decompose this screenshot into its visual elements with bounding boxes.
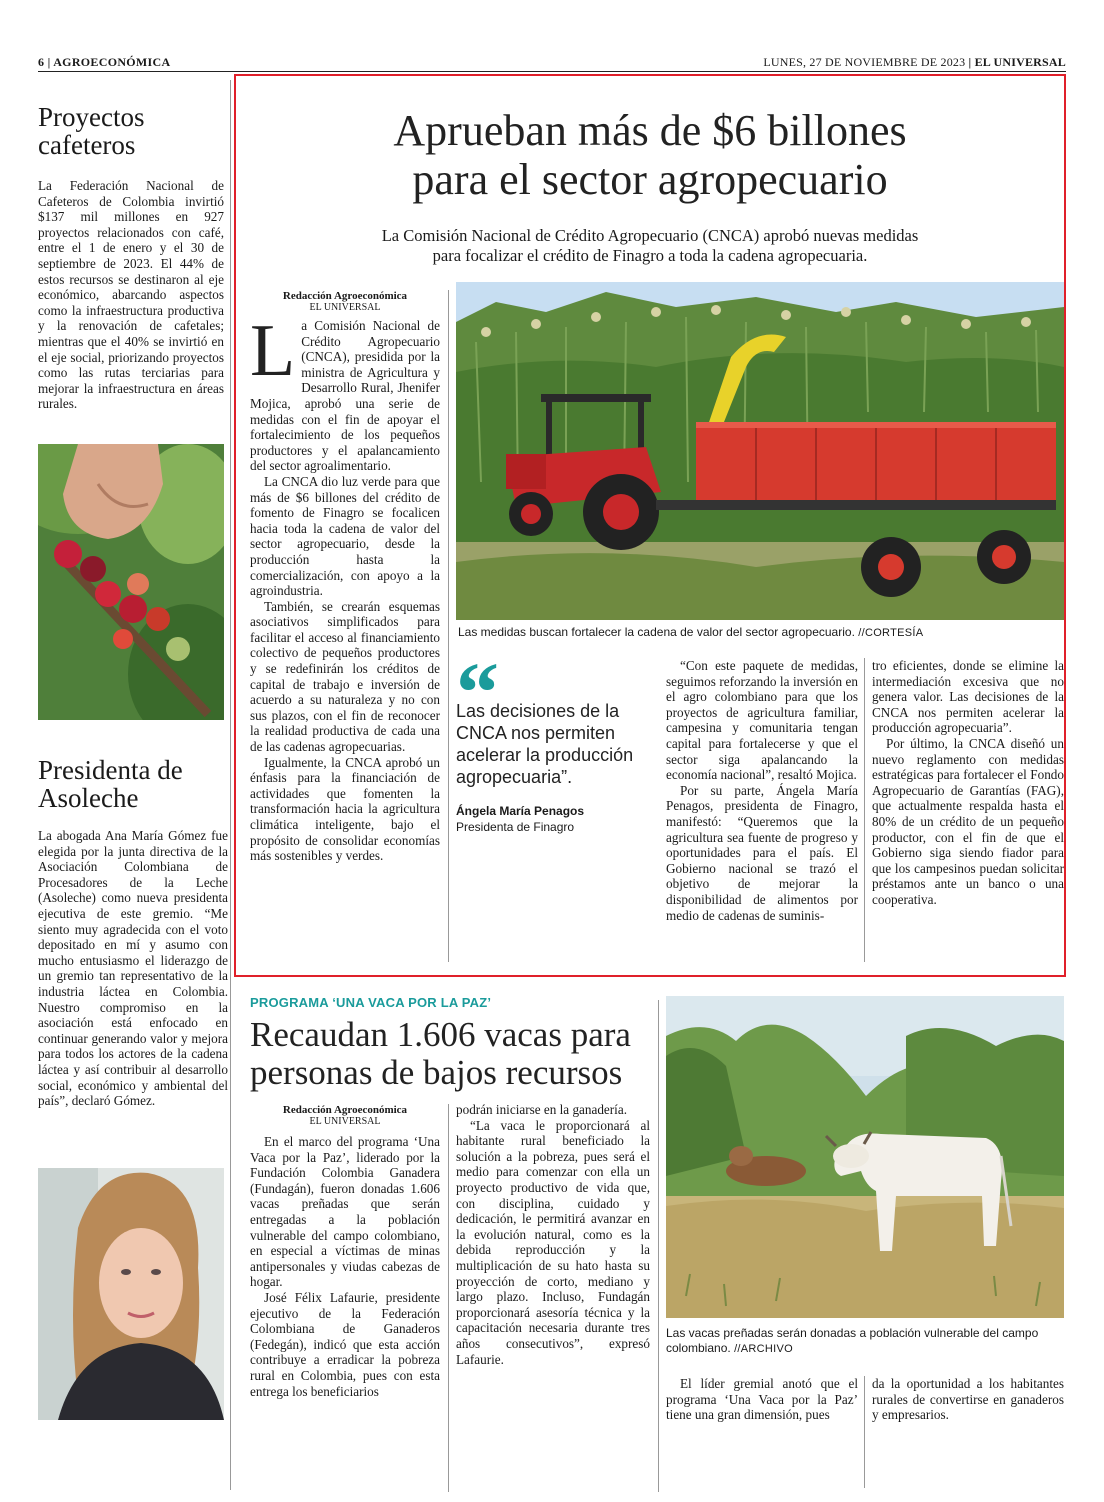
main-paragraph-3: También, se crearán esquemas asociativos simplificados para facilitar el acceso al financiamiento colectivo de pequeños productores y se redefinirán los créditos de capital de trabajo e inversión de acuerdo a su naturaleza y no con sus plazos, con el fin de reconocer la realidad productiva de cada una de las cadenas agropecuarias. — [250, 598, 440, 755]
pull-quote-name: Ángela María Penagos — [456, 804, 585, 818]
col4-paragraph-2: Por último, la CNCA diseñó un nuevo reglamento con medidas estratégicas para fortalecer el Fondo Agropecuario de Garantías (FAG), que actualmente respalda hasta el 80% de un crédito de un pequeño productor, con el fin de que el Gobierno siga siendo fiador para que los campesinos puedan solicitar préstamos ante un banco o una cooperativa. — [872, 735, 1064, 907]
story2-byline-paper: EL UNIVERSAL — [309, 1116, 381, 1127]
tractor-photo — [456, 282, 1064, 620]
story2-c1-paragraph-2: José Félix Lafaurie, presidente ejecutivo de la Federación Colombiana de Ganaderos (Fedegán), indicó que esta acción contribuye a erradicar la pobreza rural en Colombia, pues con esta entrega los beneficiarios — [250, 1289, 440, 1399]
main-column-1 — [250, 310, 440, 864]
header-right: LUNES, 27 DE NOVIEMBRE DE 2023 | EL UNIVERSAL — [763, 55, 1066, 69]
main-column-3 — [666, 658, 858, 923]
caption-text: Las medidas buscan fortalecer la cadena de valor del sector agropecuario. — [458, 625, 855, 639]
pull-quote-role: Presidenta de Finagro — [456, 820, 575, 834]
story2-c2-paragraph-1: podrán iniciarse en la ganadería. — [456, 1102, 627, 1117]
story2-c4-paragraph-1: da la oportunidad a los habitantes rurales de convertirse en ganaderos y empresarios. — [872, 1376, 1064, 1423]
col3-paragraph-1: “Con este paquete de medidas, seguimos reforzando la inversión en el agro colombiano para que los proyectos de agricultura familiar, campesina y comunitaria tengan capital para fortalecerse y que el sector siga apalancando la economía nacional”, resaltó Mojica. — [666, 658, 858, 783]
portrait-photo — [38, 1168, 224, 1420]
section-name: AGROECONÓMICA — [53, 55, 171, 69]
main-column-4 — [872, 658, 1064, 908]
col4-paragraph-1: tro eficientes, donde se elimine la intermediación excesiva que no genera valor. Las decisiones de la CNCA nos permiten acelerar la producción agropecuaria”. — [872, 658, 1064, 736]
sidebar-paragraph-2: La abogada Ana María Gómez fue elegida por la junta directiva de la Asociación Colombiana de Procesadores de la Leche (Asoleche) como nueva presidenta ejecutiva de este gremio. “Me siento muy agradecida con el voto depositado en mí y asumo con mucho entusiasmo el liderazgo de un gremio tan representativo de la industria láctea en Colombia. Nuestro compromiso en la asociación está enfocado en continuar generando valor y mejora para todos los actores de la cadena láctea y así contribuir al desarrollo social, económico y ambiental del país”, declaró Gómez. — [38, 828, 228, 1109]
story2-c3-paragraph-1: El líder gremial anotó que el programa ‘Una Vaca por la Paz’ tiene una gran dimensión, pues — [666, 1376, 858, 1423]
issue-date: LUNES, 27 DE NOVIEMBRE DE 2023 — [763, 55, 966, 69]
main-paragraph-1: La Comisión Nacional de Crédito Agropecuario (CNCA), presidida por la ministra de Agricultura y Desarrollo Rural, Jhenifer Mojica, aprobó una serie de medidas con el fin de apoyar el fortalecimiento de los pequeños productores y el apalancamiento del sector agroalimentario. — [250, 310, 440, 474]
page-header — [38, 52, 1066, 72]
sidebar-paragraph-1: La Federación Nacional de Cafeteros de Colombia invirtió $137 mil millones en 927 proyectos relacionados con café, entre el 1 de enero y el 30 de septiembre de 2023. El 44% de estos recursos se destinaron al eje económico, abarcando aspectos como la infraestructura productiva y la renovación de cafetales; mientras que el 40% se invirtió en el eje social, priorizando proyectos como las rutas terciarias para mejorar la infraestructura en áreas rurales. — [38, 178, 224, 412]
story2-divider-1 — [448, 1104, 449, 1492]
quote-mark-icon: “ — [456, 644, 499, 740]
story2-column-2 — [456, 1102, 650, 1367]
caption-credit: //CORTESÍA — [858, 627, 924, 639]
column-divider-1 — [448, 290, 449, 962]
story2-photo-caption — [666, 1326, 1064, 1357]
deck-line-1: La Comisión Nacional de Crédito Agropecuario (CNCA) aprobó nuevas medidas — [381, 226, 919, 245]
story2-headline-line-2: personas de bajos recursos — [250, 1053, 623, 1092]
story2-c2-paragraph-2: “La vaca le proporcionará al habitante rural beneficiado la solución a la pobreza, pues será el medio para comenzar con ella un proyecto productivo de vida que, con disciplina, cuidado y dedicación, le permitirá avanzar en la evolución natural, como es la debida reproducción y la multiplicación de su hato hasta su proyección de corto, mediano y largo plazo. Incluso, Fundagán proporcionará asesoría técnica y la capacitación necesaria durante tres años consecutivos”, expresó Lafaurie. — [456, 1117, 650, 1367]
page-number: 6 — [38, 55, 45, 69]
headline-line-2: para el sector agropecuario — [412, 155, 888, 204]
main-paragraph-4: Igualmente, la CNCA aprobó un énfasis para la financiación de actividades que fomenten la transformación hacia la agricultura climática inteligente, bajo el propósito de consolidar economías más sostenibles y verdes. — [250, 754, 440, 864]
story2-headline — [250, 1016, 660, 1092]
story2-kicker: PROGRAMA ‘UNA VACA POR LA PAZ’ — [250, 995, 492, 1010]
sidebar-body-1 — [38, 178, 224, 412]
main-headline — [240, 106, 1060, 204]
sidebar-title-2: Presidenta de Asoleche — [38, 755, 183, 813]
main-paragraph-2: La CNCA dio luz verde para que más de $6 billones del crédito de fomento de Finagro se focalicen hacia toda la cadena de valor del sector agropecuario, desde la producción hasta la comercialización, con apoyo a la agroindustria. — [250, 473, 440, 599]
story2-c1-paragraph-1: En el marco del programa ‘Una Vaca por la Paz’, liderado por la Fundación Colombia Ganadera (Fundagán), fueron donadas 1.606 vacas preñadas que serán entregadas a la población vulnerable del campo colombiano, en especial a víctimas de minas antipersonales y viudas cabezas de hogar. — [250, 1134, 440, 1290]
paper-name: EL UNIVERSAL — [974, 55, 1066, 69]
cow-photo — [666, 996, 1064, 1318]
story2-headline-line-1: Recaudan 1.606 vacas para — [250, 1015, 631, 1054]
story2-divider-2 — [658, 1000, 659, 1492]
sidebar-body-2 — [38, 828, 228, 1109]
deck-line-2: para focalizar el crédito de Finagro a toda la cadena agropecuaria. — [432, 246, 868, 265]
byline-paper: EL UNIVERSAL — [309, 302, 381, 313]
headline-line-1: Aprueban más de $6 billones — [393, 106, 907, 155]
byline-author: Redacción Agroeconómica — [282, 290, 408, 302]
story2-byline-author: Redacción Agroeconómica — [282, 1104, 408, 1116]
story2-column-3 — [666, 1376, 858, 1423]
story2-caption-text: Las vacas preñadas serán donadas a población vulnerable del campo colombiano. — [666, 1326, 1039, 1355]
main-photo-caption — [458, 625, 1064, 641]
story2-caption-credit: //ARCHIVO — [734, 1343, 793, 1355]
sidebar-divider — [230, 80, 231, 1490]
drop-cap: L — [250, 310, 296, 392]
sidebar-title-1: Proyectos cafeteros — [38, 102, 145, 160]
story2-byline — [250, 1104, 440, 1128]
column-divider-3 — [864, 658, 865, 962]
story2-divider-3 — [864, 1376, 865, 1488]
pull-quote: Las decisiones de la CNCA nos permiten acelerar la producción agropecuaria”. — [456, 701, 634, 787]
col3-paragraph-2: Por su parte, Ángela María Penagos, presidenta de Finagro, manifestó: “Queremos que la agricultura sea fuente de progreso y oportunidades para el país. El Gobierno nacional se trazó el objetivo de mejorar la disponibilidad de alimentos por medio de cadenas de suminis- — [666, 782, 858, 923]
story2-column-1 — [250, 1134, 440, 1399]
story2-column-4 — [872, 1376, 1064, 1423]
header-left: 6 | AGROECONÓMICA — [38, 55, 171, 69]
main-deck — [240, 226, 1060, 266]
coffee-photo — [38, 444, 224, 720]
